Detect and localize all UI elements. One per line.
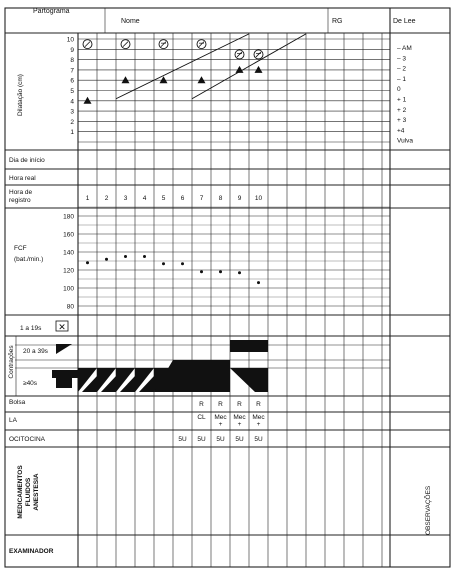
fcf-point bbox=[181, 262, 184, 265]
marker-slash bbox=[199, 42, 204, 47]
hour-label: 5 bbox=[161, 195, 166, 202]
marker-slash bbox=[161, 42, 166, 47]
medicamentos-label-line: FLUIDOS bbox=[25, 477, 32, 507]
bolsa-value bbox=[237, 401, 242, 408]
head-circle-cross-marker bbox=[197, 40, 206, 49]
header-rg-label: RG bbox=[332, 18, 343, 25]
ocitocina-value bbox=[254, 436, 263, 443]
fcf-unit-label: (bat./min.) bbox=[14, 256, 44, 263]
medicamentos-label-group bbox=[17, 465, 40, 519]
dilation-triangle-marker bbox=[255, 66, 263, 73]
la-value-part: Mec bbox=[252, 414, 265, 421]
bolsa-value-part: R bbox=[218, 401, 223, 408]
hour-label: 6 bbox=[180, 195, 185, 202]
fcf-point bbox=[143, 255, 146, 258]
la-value bbox=[252, 414, 265, 428]
dilation-tick-label: 1 bbox=[70, 129, 74, 137]
fcf-point bbox=[86, 261, 89, 264]
fcf-point bbox=[200, 270, 203, 273]
hour-label: 3 bbox=[123, 195, 128, 202]
dilation-triangle-marker bbox=[236, 66, 244, 73]
fcf-point bbox=[257, 281, 260, 284]
head-circle-slash-marker bbox=[83, 40, 92, 49]
hora-real-label: Hora real bbox=[9, 175, 36, 182]
la-value-part: + bbox=[256, 421, 261, 428]
delee-tick-label: Vulva bbox=[397, 137, 414, 145]
contractions-axis-label: Contrações bbox=[8, 345, 15, 379]
la-value bbox=[233, 414, 246, 428]
dilation-tick-label: 5 bbox=[70, 88, 74, 95]
ocitocina-value-part: 5U bbox=[197, 436, 206, 443]
contraction-legend-20-39 bbox=[56, 344, 72, 354]
delee-tick-label: +4 bbox=[397, 127, 405, 135]
hour-label: 10 bbox=[254, 195, 263, 202]
fcf-tick-label: 100 bbox=[63, 285, 74, 293]
dilation-tick-label: 8 bbox=[70, 57, 74, 65]
bolsa-value bbox=[218, 401, 223, 408]
medicamentos-label-line: MEDICAMENTOS bbox=[17, 465, 24, 519]
la-value-part: + bbox=[218, 421, 223, 428]
head-circle-cross-marker bbox=[159, 40, 168, 49]
la-value-part: Mec bbox=[233, 414, 246, 421]
delee-tick-label: – 1 bbox=[397, 75, 407, 83]
dilation-triangle-marker bbox=[84, 97, 92, 104]
dilation-tick-label: 6 bbox=[70, 77, 74, 85]
hour-label: 8 bbox=[218, 195, 223, 202]
contraction-block-left bbox=[52, 370, 78, 378]
fcf-tick-label: 140 bbox=[63, 249, 74, 257]
ocitocina-value-part: 5U bbox=[216, 436, 225, 443]
hour-label: 1 bbox=[85, 195, 90, 202]
examinador-label: EXAMINADOR bbox=[9, 548, 54, 555]
bolsa-label: Bolsa bbox=[9, 399, 26, 406]
header-name-label: Nome bbox=[121, 18, 140, 25]
head-circle-slash-marker bbox=[121, 40, 130, 49]
head-circle-cross-marker bbox=[254, 50, 263, 59]
contraction-block-20-39 bbox=[230, 340, 268, 352]
fcf-point bbox=[124, 255, 127, 258]
dilation-tick-label: 7 bbox=[70, 67, 74, 75]
contraction-row-label-2: 20 a 39s bbox=[23, 348, 48, 355]
observacoes-label: OBSERVAÇÕES bbox=[425, 485, 432, 535]
contraction-legend-x: ✕ bbox=[58, 322, 66, 332]
fcf-point bbox=[238, 271, 241, 274]
bolsa-value bbox=[256, 401, 261, 408]
la-value bbox=[214, 414, 227, 428]
delee-tick-label: – 2 bbox=[397, 65, 407, 73]
delee-tick-label: – AM bbox=[397, 45, 412, 52]
hour-label: 2 bbox=[104, 195, 109, 202]
delee-tick-label: + 3 bbox=[397, 117, 407, 125]
fcf-point bbox=[162, 262, 165, 265]
fcf-tick-label: 120 bbox=[63, 267, 74, 275]
bolsa-value-part: R bbox=[256, 401, 261, 408]
la-label: LA bbox=[9, 417, 17, 424]
ocitocina-value bbox=[178, 436, 187, 443]
delee-tick-label: + 1 bbox=[397, 96, 407, 104]
fcf-label: FCF bbox=[14, 245, 27, 252]
la-value-part: Mec bbox=[214, 414, 227, 421]
fcf-tick-label: 80 bbox=[66, 303, 74, 311]
fcf-point bbox=[105, 258, 108, 261]
fcf-point bbox=[219, 270, 222, 273]
dilation-tick-label: 10 bbox=[66, 36, 74, 44]
marker-slash bbox=[85, 42, 90, 47]
ocitocina-value-part: 5U bbox=[254, 436, 263, 443]
hora-registro-label: Hora de registro bbox=[9, 189, 33, 204]
hour-label: 9 bbox=[237, 195, 242, 202]
head-circle-cross-marker bbox=[235, 50, 244, 59]
contraction-row-label-3: ≥40s bbox=[23, 380, 38, 387]
delee-tick-label: 0 bbox=[397, 86, 401, 94]
dilation-axis-label: Dilatação (cm) bbox=[17, 74, 24, 116]
hour-label: 4 bbox=[142, 195, 147, 202]
contraction-block-dense bbox=[154, 360, 230, 392]
la-value-part: CL bbox=[197, 414, 206, 421]
medicamentos-label-line: ANESTESIA bbox=[33, 473, 40, 511]
ocitocina-value bbox=[197, 436, 206, 443]
bolsa-value-part: R bbox=[199, 401, 204, 408]
fcf-tick-label: 160 bbox=[63, 231, 74, 239]
dilation-tick-label: 4 bbox=[70, 98, 74, 106]
delee-tick-label: – 3 bbox=[397, 55, 407, 63]
ocitocina-value bbox=[235, 436, 244, 443]
dilation-tick-label: 9 bbox=[70, 46, 74, 54]
dilation-triangle-marker bbox=[198, 76, 206, 83]
bolsa-value bbox=[199, 401, 204, 408]
la-value-part: + bbox=[237, 421, 242, 428]
dia-inicio-label: Dia de início bbox=[9, 157, 45, 164]
marker-slash bbox=[123, 42, 128, 47]
ocitocina-value-part: 5U bbox=[178, 436, 187, 443]
ocitocina-value-part: 5U bbox=[235, 436, 244, 443]
ocitocina-value bbox=[216, 436, 225, 443]
header-delee-label: De Lee bbox=[393, 18, 416, 25]
bolsa-value-part: R bbox=[237, 401, 242, 408]
dilation-tick-label: 2 bbox=[70, 118, 74, 126]
fcf-tick-label: 180 bbox=[63, 213, 74, 221]
ocitocina-label: OCITOCINA bbox=[9, 436, 45, 443]
hour-label: 7 bbox=[199, 195, 204, 202]
delee-tick-label: + 2 bbox=[397, 106, 407, 114]
marker-slash bbox=[237, 52, 242, 57]
dilation-triangle-marker bbox=[122, 76, 130, 83]
header-title: Partograma bbox=[33, 8, 70, 15]
marker-slash bbox=[256, 52, 261, 57]
alert-line bbox=[116, 34, 249, 99]
contraction-row-label-1: 1 a 19s bbox=[20, 325, 42, 332]
la-value bbox=[197, 414, 206, 421]
dilation-tick-label: 3 bbox=[70, 108, 74, 116]
